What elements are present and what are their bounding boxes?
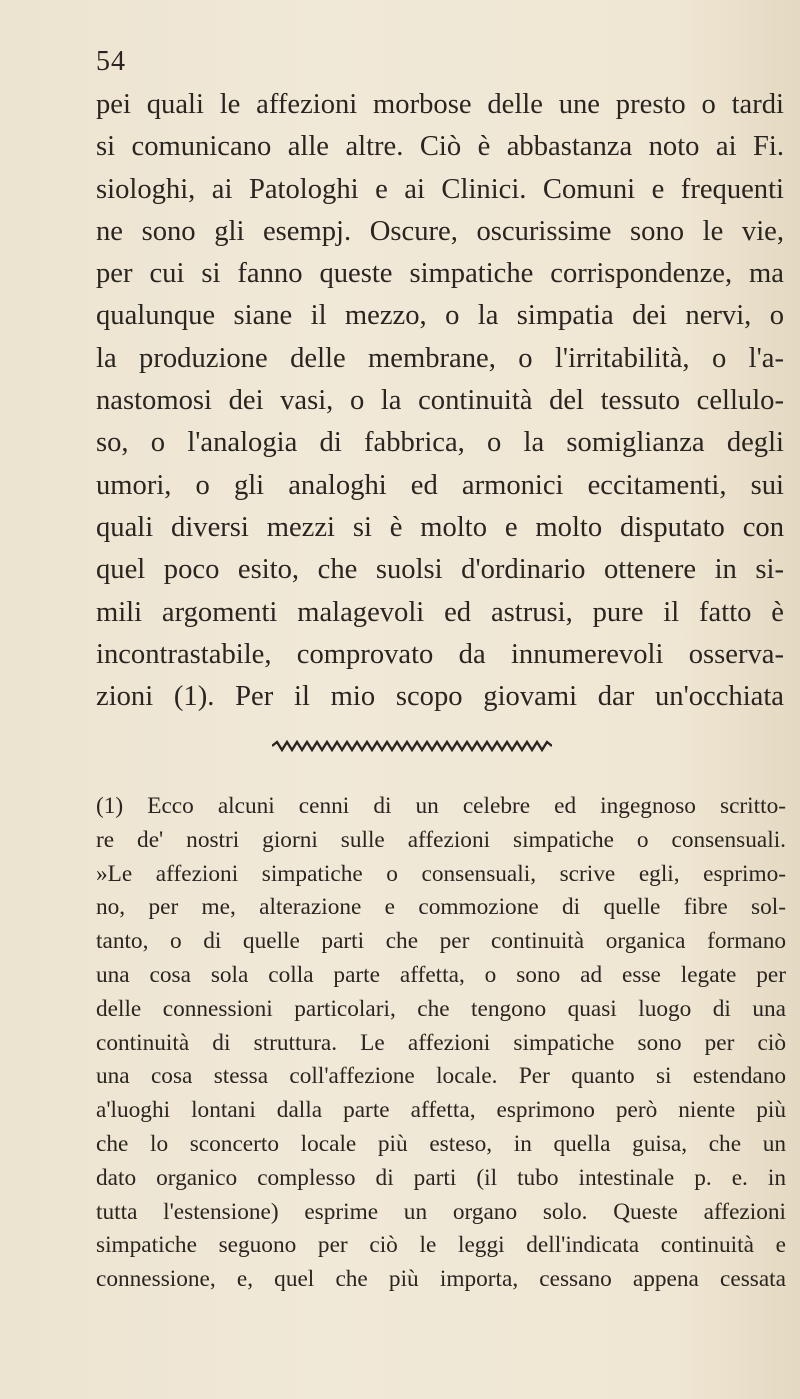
main-text-line: si comunicano alle altre. Ciò è abbastanza noto ai Fi. (96, 131, 784, 163)
footnote-line: a'luoghi lontani dalla parte affetta, esprimono però niente più (96, 1097, 786, 1124)
main-text-block (96, 84, 784, 718)
footnote-line: una cosa sola colla parte affetta, o sono ad esse legate per (96, 961, 786, 988)
footnote-line: (1) Ecco alcuni cenni di un celebre ed ingegnoso scritto- (96, 793, 786, 819)
main-text-line: incontrastabile, comprovato da innumerevoli osserva- (96, 638, 784, 670)
main-text-line: mili argomenti malagevoli ed astrusi, pure il fatto è (96, 596, 784, 628)
main-text-line: ne sono gli esempj. Oscure, oscurissime sono le vie, (96, 215, 784, 247)
footnote-line: delle connessioni particolari, che tengono quasi luogo di una (96, 995, 786, 1022)
footnote-line: no, per me, alterazione e commozione di quelle fibre sol- (96, 894, 786, 921)
footnote-line: re de' nostri giorni sulle affezioni simpatiche o consensuali. (96, 826, 786, 853)
footnote-line: simpatiche seguono per ciò le leggi dell'indicata continuità e (96, 1232, 786, 1259)
main-text-line: per cui si fanno queste simpatiche corrispondenze, ma (96, 258, 784, 290)
footnote-line: »Le affezioni simpatiche o consensuali, scrive egli, esprimo- (96, 860, 786, 887)
main-text-line: pei quali le affezioni morbose delle une presto o tardi (96, 89, 784, 120)
main-text-line: qualunque siane il mezzo, o la simpatia dei nervi, o (96, 300, 784, 332)
main-text-line: umori, o gli analoghi ed armonici eccitamenti, sui (96, 469, 784, 501)
footnote-line: una cosa stessa coll'affezione locale. Per quanto si estendano (96, 1063, 786, 1090)
main-text-line: la produzione delle membrane, o l'irritabilità, o l'a- (96, 342, 784, 374)
page-number: 54 (96, 46, 126, 77)
main-text-line: siologhi, ai Patologhi e ai Clinici. Comuni e frequenti (96, 173, 784, 205)
main-text-line: quali diversi mezzi si è molto e molto disputato con (96, 511, 784, 543)
main-text-line: quel poco esito, che suolsi d'ordinario ottenere in si- (96, 554, 784, 586)
footnote-block (96, 790, 786, 1297)
main-text-line: nastomosi dei vasi, o la continuità del tessuto cellulo- (96, 385, 784, 417)
footnote-line: che lo sconcerto locale più esteso, in quella guisa, che un (96, 1130, 786, 1157)
footnote-line: tanto, o di quelle parti che per continuità organica formano (96, 928, 786, 955)
footnote-line: continuità di struttura. Le affezioni simpatiche sono per ciò (96, 1029, 786, 1056)
footnote-divider-ornament (272, 740, 552, 752)
footnote-line: connessione, e, quel che più importa, cessano appena cessata (96, 1266, 786, 1293)
footnote-line: dato organico complesso di parti (il tubo intestinale p. e. in (96, 1164, 786, 1191)
main-text-line: zioni (1). Per il mio scopo giovami dar un'occhiata (96, 681, 784, 713)
footnote-line: tutta l'estensione) esprime un organo solo. Queste affezioni (96, 1198, 786, 1225)
main-text-line: so, o l'analogia di fabbrica, o la somiglianza degli (96, 427, 784, 459)
